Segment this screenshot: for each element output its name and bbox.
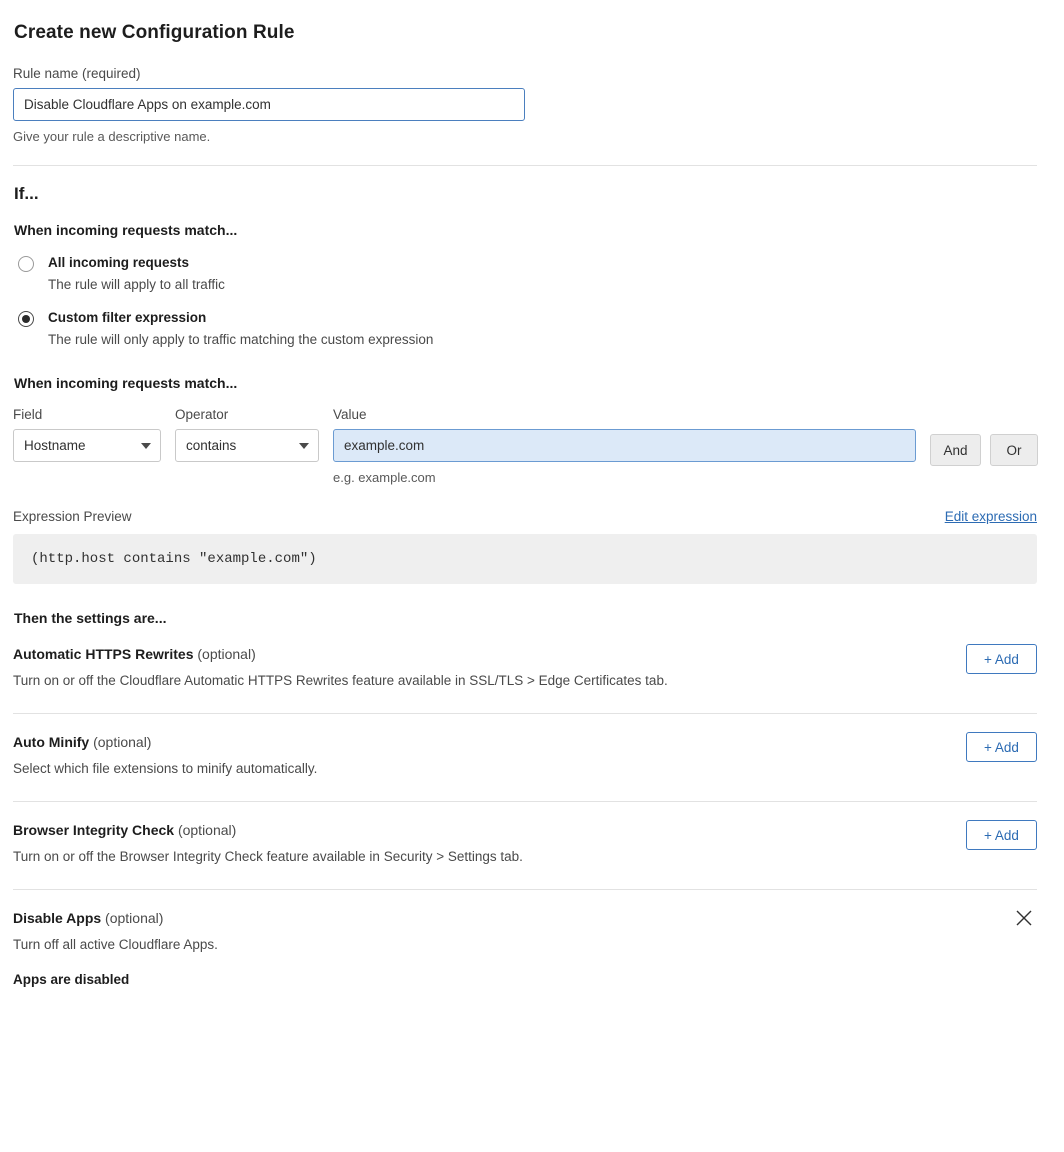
setting-title <box>13 910 1037 926</box>
close-icon[interactable] <box>1013 907 1035 929</box>
radio-desc-custom-filter: The rule will only apply to traffic matching the custom expression <box>48 332 434 347</box>
rule-name-group <box>13 66 1038 144</box>
rule-name-input[interactable] <box>13 88 525 121</box>
setting-name: Auto Minify <box>13 734 90 750</box>
setting-browser-integrity-check <box>13 802 1037 864</box>
value-label: Value <box>333 407 367 422</box>
setting-description: Turn on or off the Cloudflare Automatic HTTPS Rewrites feature available in SSL/TLS > Edge Certificates tab. <box>13 673 668 688</box>
radio-label-custom-filter: Custom filter expression <box>48 310 207 325</box>
match-subhead: When incoming requests match... <box>14 222 238 238</box>
setting-optional: (optional) <box>101 910 164 926</box>
value-column <box>333 407 916 485</box>
setting-auto-minify <box>13 714 1037 776</box>
add-button-browser-integrity-check[interactable]: + Add <box>966 820 1037 850</box>
value-hint: e.g. example.com <box>333 470 436 485</box>
setting-optional: (optional) <box>89 734 152 750</box>
expression-preview-header <box>13 509 1037 524</box>
setting-status: Apps are disabled <box>13 972 130 987</box>
setting-description: Select which file extensions to minify automatically. <box>13 761 318 776</box>
add-button-automatic-https-rewrites[interactable]: + Add <box>966 644 1037 674</box>
radio-icon-custom-filter[interactable] <box>18 311 34 327</box>
setting-disable-apps <box>13 890 1037 987</box>
radio-option-all-requests[interactable] <box>13 254 1038 292</box>
field-column <box>13 407 161 462</box>
setting-description: Turn off all active Cloudflare Apps. <box>13 937 218 952</box>
operator-select[interactable] <box>175 429 319 462</box>
radio-label-all-requests: All incoming requests <box>48 255 190 270</box>
chevron-down-icon <box>299 443 309 449</box>
setting-title <box>13 734 1037 750</box>
chevron-down-icon <box>141 443 151 449</box>
radio-desc-all-requests: The rule will apply to all traffic <box>48 277 225 292</box>
field-label: Field <box>13 407 43 422</box>
then-section-heading: Then the settings are... <box>14 610 167 626</box>
expression-preview-box: (http.host contains "example.com") <box>13 534 1037 584</box>
radio-option-custom-filter[interactable] <box>13 309 1038 347</box>
field-select[interactable] <box>13 429 161 462</box>
edit-expression-link[interactable]: Edit expression <box>944 509 1037 524</box>
rule-name-label: Rule name (required) <box>13 66 141 81</box>
radio-icon-all-requests[interactable] <box>18 256 34 272</box>
setting-name: Disable Apps <box>13 910 102 926</box>
field-select-value: Hostname <box>24 438 86 453</box>
operator-column <box>175 407 319 462</box>
page-title: Create new Configuration Rule <box>14 22 295 43</box>
operator-select-value: contains <box>186 438 237 453</box>
expression-buttons <box>930 407 1038 466</box>
add-button-auto-minify[interactable]: + Add <box>966 732 1037 762</box>
expression-preview-label: Expression Preview <box>13 509 132 524</box>
and-button[interactable]: And <box>930 434 981 466</box>
setting-title <box>13 822 1037 838</box>
divider <box>13 165 1037 166</box>
setting-name: Browser Integrity Check <box>13 822 175 838</box>
if-section-heading: If... <box>14 184 39 203</box>
operator-label: Operator <box>175 407 229 422</box>
expression-builder-row <box>13 407 1038 485</box>
setting-optional: (optional) <box>174 822 237 838</box>
setting-optional: (optional) <box>193 646 256 662</box>
or-button[interactable]: Or <box>990 434 1038 466</box>
setting-automatic-https-rewrites <box>13 626 1037 688</box>
setting-name: Automatic HTTPS Rewrites <box>13 646 194 662</box>
expression-builder-subhead: When incoming requests match... <box>14 375 238 391</box>
setting-description: Turn on or off the Browser Integrity Check feature available in Security > Settings tab. <box>13 849 523 864</box>
rule-name-help: Give your rule a descriptive name. <box>13 129 211 144</box>
value-input[interactable] <box>333 429 916 462</box>
setting-title <box>13 646 1037 662</box>
